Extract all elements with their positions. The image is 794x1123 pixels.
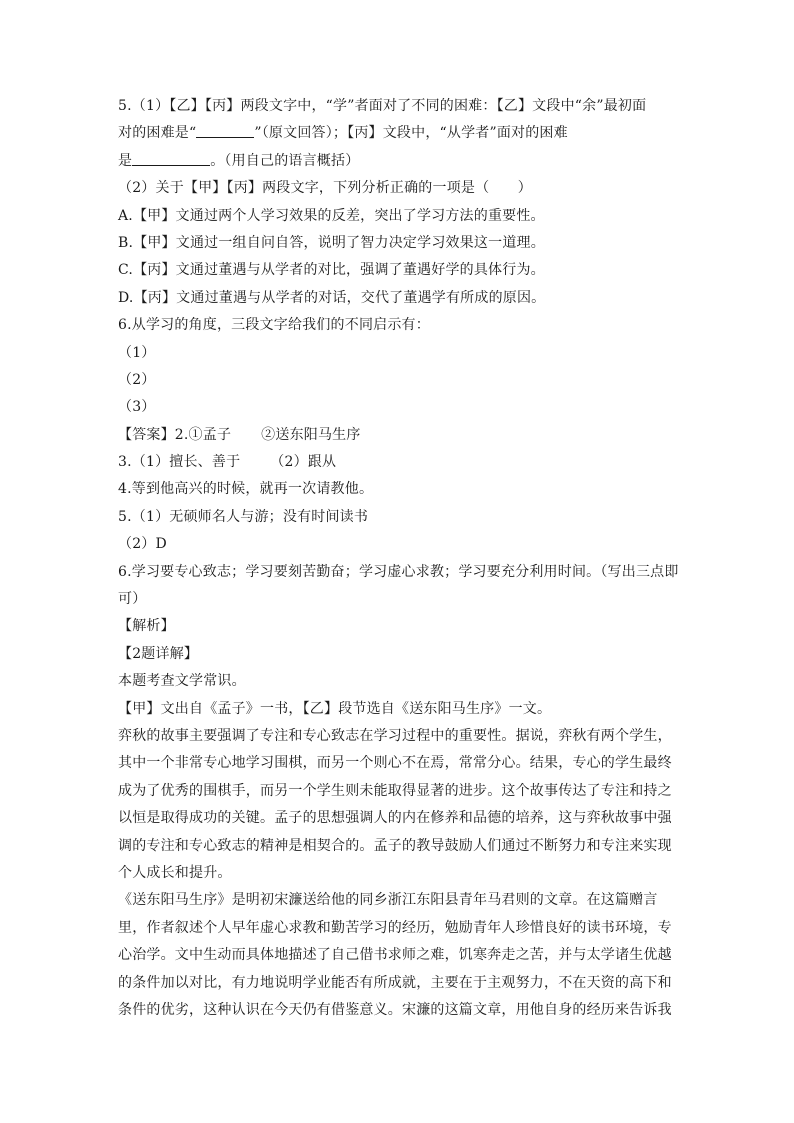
q5-option-d: D.【丙】文通过董遇与从学者的对话，交代了董遇学有所成的原因。 (118, 289, 546, 306)
q5-part1-line2 (118, 120, 678, 147)
q6-stem: 6.从学习的角度，三段文字给我们的不同启示有： (118, 317, 430, 334)
q5-option-c: C.【丙】文通过董遇与从学者的对比，强调了董遇好学的具体行为。 (118, 262, 545, 279)
analysis-p3-line: 其中一个非常专心地学习围棋，而另一个则心不在焉，常常分心。结果，专心的学生最终 (118, 755, 672, 772)
analysis-p4-line: 《送东阳马生序》是明初宋濂送给他的同乡浙江东阳县青年马君则的文章。在这篇赠言 (118, 892, 658, 909)
answer-6-line2: 可） (118, 591, 147, 608)
answer-5-1: 5.（1）无硕师名人与游；没有时间读书 (118, 508, 369, 525)
q5-line3-pre: 是 (118, 152, 133, 169)
analysis-heading: 【解析】 (118, 618, 175, 635)
answer-3 (118, 449, 678, 476)
q6-item-3: （3） (118, 399, 156, 416)
answer-blank-2 (132, 151, 210, 166)
answer-blank-1 (196, 123, 254, 138)
q5-option-b: B.【甲】文通过一组自问自答，说明了智力决定学习效果这一道理。 (118, 234, 545, 251)
q5-line2-post: ”（原文回答）；【丙】文段中，“从学者”面对的困难 (254, 125, 568, 142)
analysis-p3-line: 弈秋的故事主要强调了专注和专心致志在学习过程中的重要性。据说，弈秋有两个学生， (118, 727, 672, 744)
answer-2-first: 【答案】2.①孟子 (118, 426, 232, 443)
analysis-p2: 【甲】文出自《孟子》一书，【乙】段节选自《送东阳马生序》一文。 (118, 700, 552, 717)
analysis-p3-line: 以恒是取得成功的关键。孟子的思想强调人的内在修养和品德的培养，这与弈秋故事中强 (118, 810, 672, 827)
q5-line3-post: 。（用自己的语言概括） (210, 152, 360, 169)
document-page (118, 93, 678, 1024)
analysis-p4-line: 里，作者叙述个人早年虚心求教和勤苦学习的经历，勉励青年人珍惜良好的读书环境，专 (118, 919, 672, 936)
analysis-subheading: 【2题详解】 (118, 645, 199, 662)
analysis-p3-line: 调的专注和专心致志的精神是相契合的。孟子的教导鼓励人们通过不断努力和专注来实现 (118, 837, 672, 854)
analysis-p3-line: 个人成长和提升。 (118, 864, 232, 881)
answer-3-first: 3.（1）擅长、善于 (118, 454, 241, 471)
answer-2 (118, 422, 678, 449)
q5-part1-line1: 5.（1）【乙】【丙】两段文字中，“学”者面对了不同的困难：【乙】文段中“余”最初面 (118, 98, 647, 114)
q5-part1-line3 (118, 148, 678, 175)
q5-part2-stem: （2）关于【甲】【丙】两段文字，下列分析正确的一项是（ ） (118, 180, 532, 197)
answer-4: 4.等到他高兴的时候，就再一次请教他。 (118, 481, 374, 498)
answer-6-line1: 6.学习要专心致志；学习要刻苦勤奋；学习虚心求教；学习要充分利用时间。（写出三点即 (118, 563, 679, 580)
answer-5-2: （2）D (118, 536, 167, 553)
q5-option-a: A.【甲】文通过两个人学习效果的反差，突出了学习方法的重要性。 (118, 207, 545, 224)
q6-item-2: （2） (118, 371, 156, 388)
analysis-p4-line: 心治学。文中生动而具体地描述了自己借书求师之难，饥寒奔走之苦，并与太学诸生优越 (118, 947, 672, 964)
analysis-p1: 本题考查文学常识。 (118, 673, 246, 690)
analysis-p4-line: 条件的优劣，这种认识在今天仍有借鉴意义。宋濂的这篇文章，用他自身的经历来告诉我 (118, 1001, 672, 1018)
answer-2-second: ②送东阳马生序 (261, 426, 361, 443)
q5-line2-pre: 对的困难是“ (118, 125, 197, 142)
analysis-p4-line: 的条件加以对比，有力地说明学业能否有所成就，主要在于主观努力，不在天资的高下和 (118, 974, 672, 991)
q6-item-1: （1） (118, 344, 156, 361)
answer-3-second: （2）跟从 (270, 454, 337, 471)
analysis-p3-line: 成为了优秀的围棋手，而另一个学生则未能取得显著的进步。这个故事传达了专注和持之 (118, 782, 672, 799)
